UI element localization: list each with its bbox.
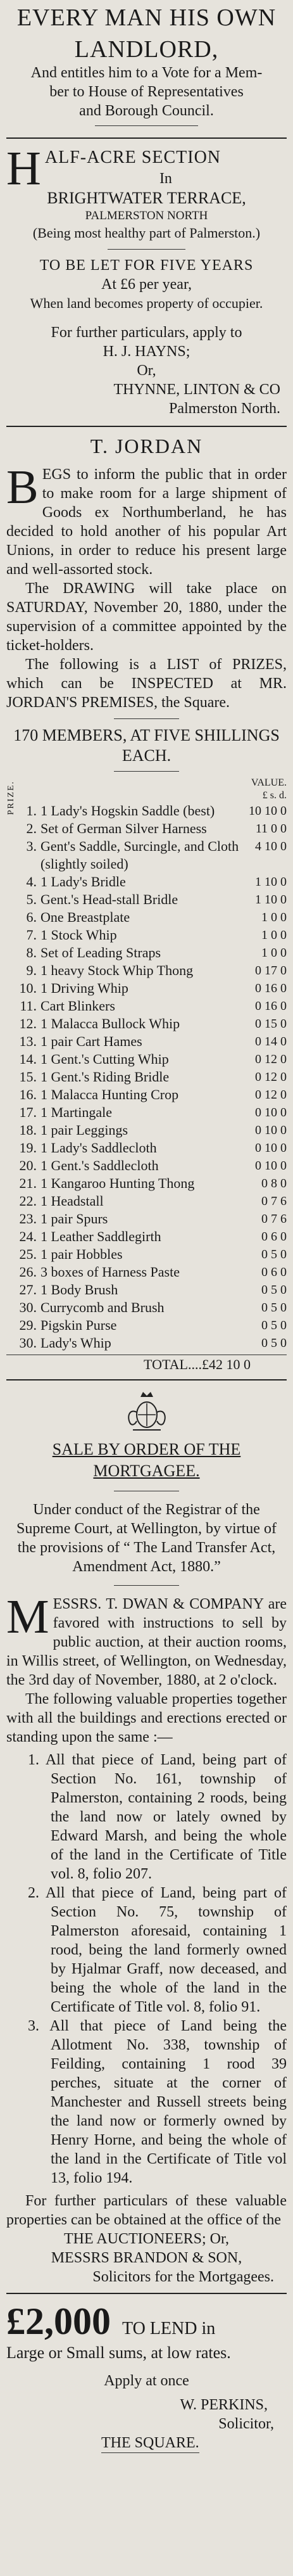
mortgagee-solicitors-for: Solicitors for the Mortgagees. — [92, 2269, 274, 2285]
prize-value: 0 6 0 — [261, 1230, 287, 1244]
prize-item: 1 Malacca Bullock Whip — [41, 1016, 180, 1031]
half-acre-let: TO BE LET FOR FIVE YEARS — [39, 257, 254, 274]
prize-item: 1 Lady's Hogskin Saddle (best) — [41, 803, 215, 819]
prize-row — [6, 1050, 287, 1068]
prize-number: 11. — [20, 998, 37, 1014]
prize-number: 24. — [19, 1228, 37, 1244]
half-acre-healthy: (Being most healthy part of Palmerston.) — [32, 225, 261, 241]
prize-item: 3 boxes of Harness Paste — [41, 1264, 180, 1280]
landlord-line-3: and Borough Council. — [79, 103, 214, 119]
prize-number: 30. — [19, 1299, 37, 1315]
prize-row — [6, 1104, 287, 1121]
value-units: £ s. d. — [262, 790, 287, 801]
prize-item: 1 Lady's Saddlecloth — [41, 1140, 157, 1156]
prize-value: 0 8 0 — [261, 1176, 287, 1190]
half-acre-agent-2: THYNNE, LINTON & CO — [113, 381, 280, 398]
prize-number: 8. — [26, 945, 37, 960]
prize-number: 23. — [19, 1211, 37, 1227]
prize-row — [6, 802, 287, 820]
prize-row — [6, 1246, 287, 1263]
landlord-headline-2: LANDLORD, — [74, 36, 219, 63]
royal-crest-icon — [122, 1389, 172, 1434]
prize-row — [6, 820, 287, 838]
prize-value: 1 0 0 — [261, 946, 287, 960]
divider-rule — [108, 249, 185, 250]
property-item-3: 3. All that piece of Land being the Allotment No. 338, township of Feilding, containing 1 rood 39 perches, situate at the corner of Manchester and Russell streets being the land now or formerly owned by Henry Horne, and being the whole of the land in the Certificate of Title vol 13, folio 194. — [28, 2018, 287, 2186]
prize-value: 0 5 0 — [261, 1283, 287, 1297]
mortgagee-para-1-text: ESSRS. T. DWAN & COMPANY are favored with instructions to sell by public auction, at their auction rooms, in Willis street, of Wellington, on Wednesday, the 3rd day of November, 1880, at 2 o'clock. — [6, 1596, 287, 1688]
prize-axis-label: PRIZE. — [6, 781, 16, 815]
mortgagee-para-1 — [6, 1590, 287, 1690]
loan-name: W. PERKINS, — [180, 2397, 268, 2413]
prize-number: 21. — [19, 1175, 37, 1191]
drop-cap-m: M — [6, 1590, 49, 1643]
prize-value: 0 5 0 — [261, 1301, 287, 1315]
divider-rule — [95, 125, 198, 126]
prize-number: 10. — [19, 980, 37, 996]
prize-item: 1 Martingale — [41, 1104, 113, 1120]
jordan-members: 170 MEMBERS, AT FIVE SHILLINGS EACH. — [13, 726, 280, 765]
half-acre-rent: At £6 per year, — [101, 276, 192, 293]
prize-row — [6, 873, 287, 891]
prize-value: 0 5 0 — [261, 1318, 287, 1332]
prize-row — [6, 944, 287, 962]
loan-title: Solicitor, — [218, 2416, 274, 2432]
prize-item: 1 Gent.'s Saddlecloth — [41, 1157, 159, 1173]
prize-number: 30. — [19, 1335, 37, 1351]
half-acre-place: BRIGHTWATER TERRACE, — [47, 189, 246, 207]
prize-number: 29. — [19, 1317, 37, 1333]
prize-value: 1 0 0 — [261, 928, 287, 942]
property-item-2: 2. All that piece of Land, being part of Section No. 75, township of Palmerston aforesaid, containing 1 rood, being the land formerly owned by Hjalmar Graff, now deceased, and being the whole of the land in the Certificate of Title vol. 8, folio 91. — [28, 1885, 287, 2015]
prize-item: 1 pair Hobbles — [41, 1246, 123, 1262]
loan-place: THE SQUARE. — [101, 2433, 199, 2453]
half-acre-agent-2-town: Palmerston North. — [169, 400, 280, 417]
half-acre-title: ALF-ACRE SECTION — [44, 148, 221, 167]
jordan-name: T. JORDAN — [90, 435, 203, 457]
value-head: VALUE. — [251, 777, 287, 788]
prize-row — [6, 1015, 287, 1033]
prize-row — [6, 1033, 287, 1050]
half-acre-in: In — [159, 170, 172, 187]
prize-row — [6, 962, 287, 979]
prize-item: Gent.'s Head-stall Bridle — [41, 891, 178, 907]
prize-row — [6, 1157, 287, 1175]
prize-total: TOTAL....£42 10 0 — [6, 1355, 287, 1374]
prize-value: 0 10 0 — [255, 1141, 287, 1155]
mortgagee-intro: Under conduct of the Registrar of the Supreme Court, at Wellington, by virtue of the provisions of “ The Land Transfer Act, Amendment Act, 1880.” — [16, 1502, 277, 1575]
prize-value: 0 10 0 — [255, 1123, 287, 1137]
prize-item: 1 Headstall — [41, 1193, 104, 1209]
half-acre-advert — [6, 139, 287, 427]
prize-number: 7. — [26, 927, 37, 943]
prize-value: 0 5 0 — [261, 1336, 287, 1350]
half-acre-or: Or, — [137, 362, 156, 379]
landlord-line-2: ber to House of Representatives — [49, 84, 244, 100]
prize-value: 4 10 0 — [255, 839, 287, 853]
prize-item: 1 Leather Saddlegirth — [41, 1228, 161, 1244]
half-acre-agent-1: H. J. HAYNS; — [103, 343, 190, 360]
mortgagee-solicitors: MESSRS BRANDON & SON, — [51, 2250, 242, 2266]
prize-number: 6. — [26, 909, 37, 925]
prize-number: 14. — [19, 1051, 37, 1067]
prize-row — [6, 1139, 287, 1157]
prize-number: 2. — [26, 820, 37, 836]
prize-item: Currycomb and Brush — [41, 1299, 165, 1315]
property-item-1: 1. All that piece of Land, being part of Section No. 161, township of Palmerston, containing 2 roods, being the land now or lately owned by Edward Marsh, and being the whole of the land in the Certificate of Title vol. 8, folio 207. — [28, 1752, 287, 1882]
half-acre-property: When land becomes property of occupier. — [30, 295, 263, 311]
mortgagee-auctioneers: THE AUCTIONEERS; Or, — [63, 2231, 230, 2247]
newspaper-column — [6, 0, 287, 2453]
prize-value: 0 16 0 — [255, 981, 287, 995]
jordan-advert — [6, 427, 287, 1380]
prize-row — [6, 979, 287, 997]
prize-row — [6, 1299, 287, 1317]
prize-value: 0 12 0 — [255, 1052, 287, 1066]
jordan-para-1-text: EGS to inform the public that in order to make room for a large shipment of Goods ex Northumberland, he has decided to hold another of his popular Art Unions, in order to reduce his present large and well-assorted stock. — [6, 466, 287, 578]
prize-row — [6, 1068, 287, 1086]
prize-value: 0 6 0 — [261, 1265, 287, 1279]
prize-item: 1 pair Spurs — [41, 1211, 108, 1227]
jordan-para-3: The following is a LIST of PRIZES, which can be INSPECTED at MR. JORDAN'S PREMISES, the Square. — [6, 656, 287, 711]
prize-number: 20. — [19, 1157, 37, 1173]
prize-item: 1 Kangaroo Hunting Thong — [41, 1175, 195, 1191]
half-acre-town: PALMERSTON NORTH — [85, 209, 208, 222]
jordan-para-2: The DRAWING will take place on SATURDAY, November 20, 1880, under the supervision of a committee appointed by the ticket-holders. — [6, 580, 287, 654]
prize-item: 1 Malacca Hunting Crop — [41, 1087, 179, 1102]
prize-item: 1 heavy Stock Whip Thong — [41, 962, 194, 978]
mortgagee-para-2: The following valuable properties together with all the buildings and erections erected or standing upon the same :— — [6, 1691, 287, 1745]
prize-row — [6, 1263, 287, 1281]
prize-value: 1 10 0 — [255, 875, 287, 889]
prize-item: Pigskin Purse — [41, 1317, 117, 1333]
prize-row — [6, 1175, 287, 1192]
divider-rule — [114, 771, 179, 772]
prize-number: 15. — [19, 1069, 37, 1085]
loan-amount: £2,000 — [6, 2300, 111, 2342]
prize-value: 0 7 6 — [261, 1212, 287, 1226]
prize-row — [6, 926, 287, 944]
mortgagee-sale-advert — [6, 1389, 287, 2294]
prize-value: 0 5 0 — [261, 1247, 287, 1261]
prize-number: 13. — [19, 1033, 37, 1049]
prize-item: 1 pair Cart Hames — [41, 1033, 142, 1049]
prize-row — [6, 1317, 287, 1334]
loan-to-lend: TO LEND in — [122, 2319, 216, 2338]
prize-table — [6, 802, 287, 1352]
prize-number: 12. — [19, 1016, 37, 1031]
prize-number: 5. — [26, 891, 37, 907]
prize-number: 9. — [26, 962, 37, 978]
landlord-advert — [6, 0, 287, 139]
prize-value: 0 17 0 — [255, 964, 287, 978]
prize-row — [6, 891, 287, 909]
prize-value: 0 15 0 — [255, 1017, 287, 1031]
prize-row — [6, 1086, 287, 1104]
prize-value: 0 7 6 — [261, 1194, 287, 1208]
landlord-headline: EVERY MAN HIS OWN — [16, 4, 277, 31]
prize-item: Lady's Whip — [41, 1335, 111, 1351]
prize-number: 3. — [26, 838, 37, 854]
divider-rule — [114, 718, 179, 719]
prize-value: 0 10 0 — [255, 1106, 287, 1119]
prize-row — [6, 838, 287, 873]
loan-terms: Large or Small sums, at low rates. — [6, 2343, 231, 2362]
prize-number: 17. — [19, 1104, 37, 1120]
prize-number: 1. — [26, 803, 37, 819]
prize-item: 1 Body Brush — [41, 1282, 118, 1298]
prize-value: 0 12 0 — [255, 1070, 287, 1084]
prize-number: 18. — [19, 1122, 37, 1138]
perkins-advert — [6, 2294, 287, 2453]
divider-rule — [114, 1585, 179, 1586]
prize-value: 1 0 0 — [261, 910, 287, 924]
prize-item: 1 pair Leggings — [41, 1122, 128, 1138]
prize-row — [6, 1121, 287, 1139]
prize-value: 0 10 0 — [255, 1159, 287, 1173]
drop-cap-b: B — [6, 461, 39, 514]
prize-number: 19. — [19, 1140, 37, 1156]
prize-value: 11 0 0 — [255, 822, 287, 836]
loan-apply: Apply at once — [104, 2373, 189, 2389]
prize-row — [6, 1192, 287, 1210]
prize-item: 1 Gent.'s Cutting Whip — [41, 1051, 169, 1067]
prize-number: 25. — [19, 1246, 37, 1262]
prize-number: 27. — [19, 1282, 37, 1298]
prize-item: Set of German Silver Harness — [41, 820, 207, 836]
prize-value: 0 14 0 — [255, 1035, 287, 1049]
prize-value: 0 16 0 — [255, 999, 287, 1013]
prize-item: 1 Driving Whip — [41, 980, 128, 996]
prize-row — [6, 1210, 287, 1228]
jordan-para-1 — [6, 461, 287, 579]
prize-row — [6, 997, 287, 1015]
prize-row — [6, 909, 287, 926]
prize-row — [6, 1281, 287, 1299]
prize-item: Set of Leading Straps — [41, 945, 161, 960]
prize-number: 4. — [26, 874, 37, 889]
prize-number: 16. — [19, 1087, 37, 1102]
prize-item: 1 Lady's Bridle — [41, 874, 126, 889]
prize-item: 1 Gent.'s Riding Bridle — [41, 1069, 170, 1085]
landlord-line-1: And entitles him to a Vote for a Mem- — [30, 65, 263, 81]
prize-number: 22. — [19, 1193, 37, 1209]
prize-item: Gent's Saddle, Surcingle, and Cloth (slightly soiled) — [41, 838, 239, 872]
prize-item: One Breastplate — [41, 909, 130, 925]
prize-value: 0 12 0 — [255, 1088, 287, 1102]
prize-number: 26. — [19, 1264, 37, 1280]
prize-value: 10 10 0 — [249, 804, 287, 818]
prize-item: Cart Blinkers — [41, 998, 115, 1014]
prize-row — [6, 1228, 287, 1246]
mortgagee-further: For further particulars of these valuable properties can be obtained at the office of the — [6, 2193, 287, 2228]
half-acre-apply: For further particulars, apply to — [51, 324, 242, 341]
prize-row — [6, 1334, 287, 1352]
mortgagee-title: SALE BY ORDER OF THE MORTGAGEE. — [52, 1440, 241, 1480]
prize-value: 1 10 0 — [255, 893, 287, 907]
drop-cap-h: H — [6, 146, 41, 188]
prize-item: 1 Stock Whip — [41, 927, 117, 943]
